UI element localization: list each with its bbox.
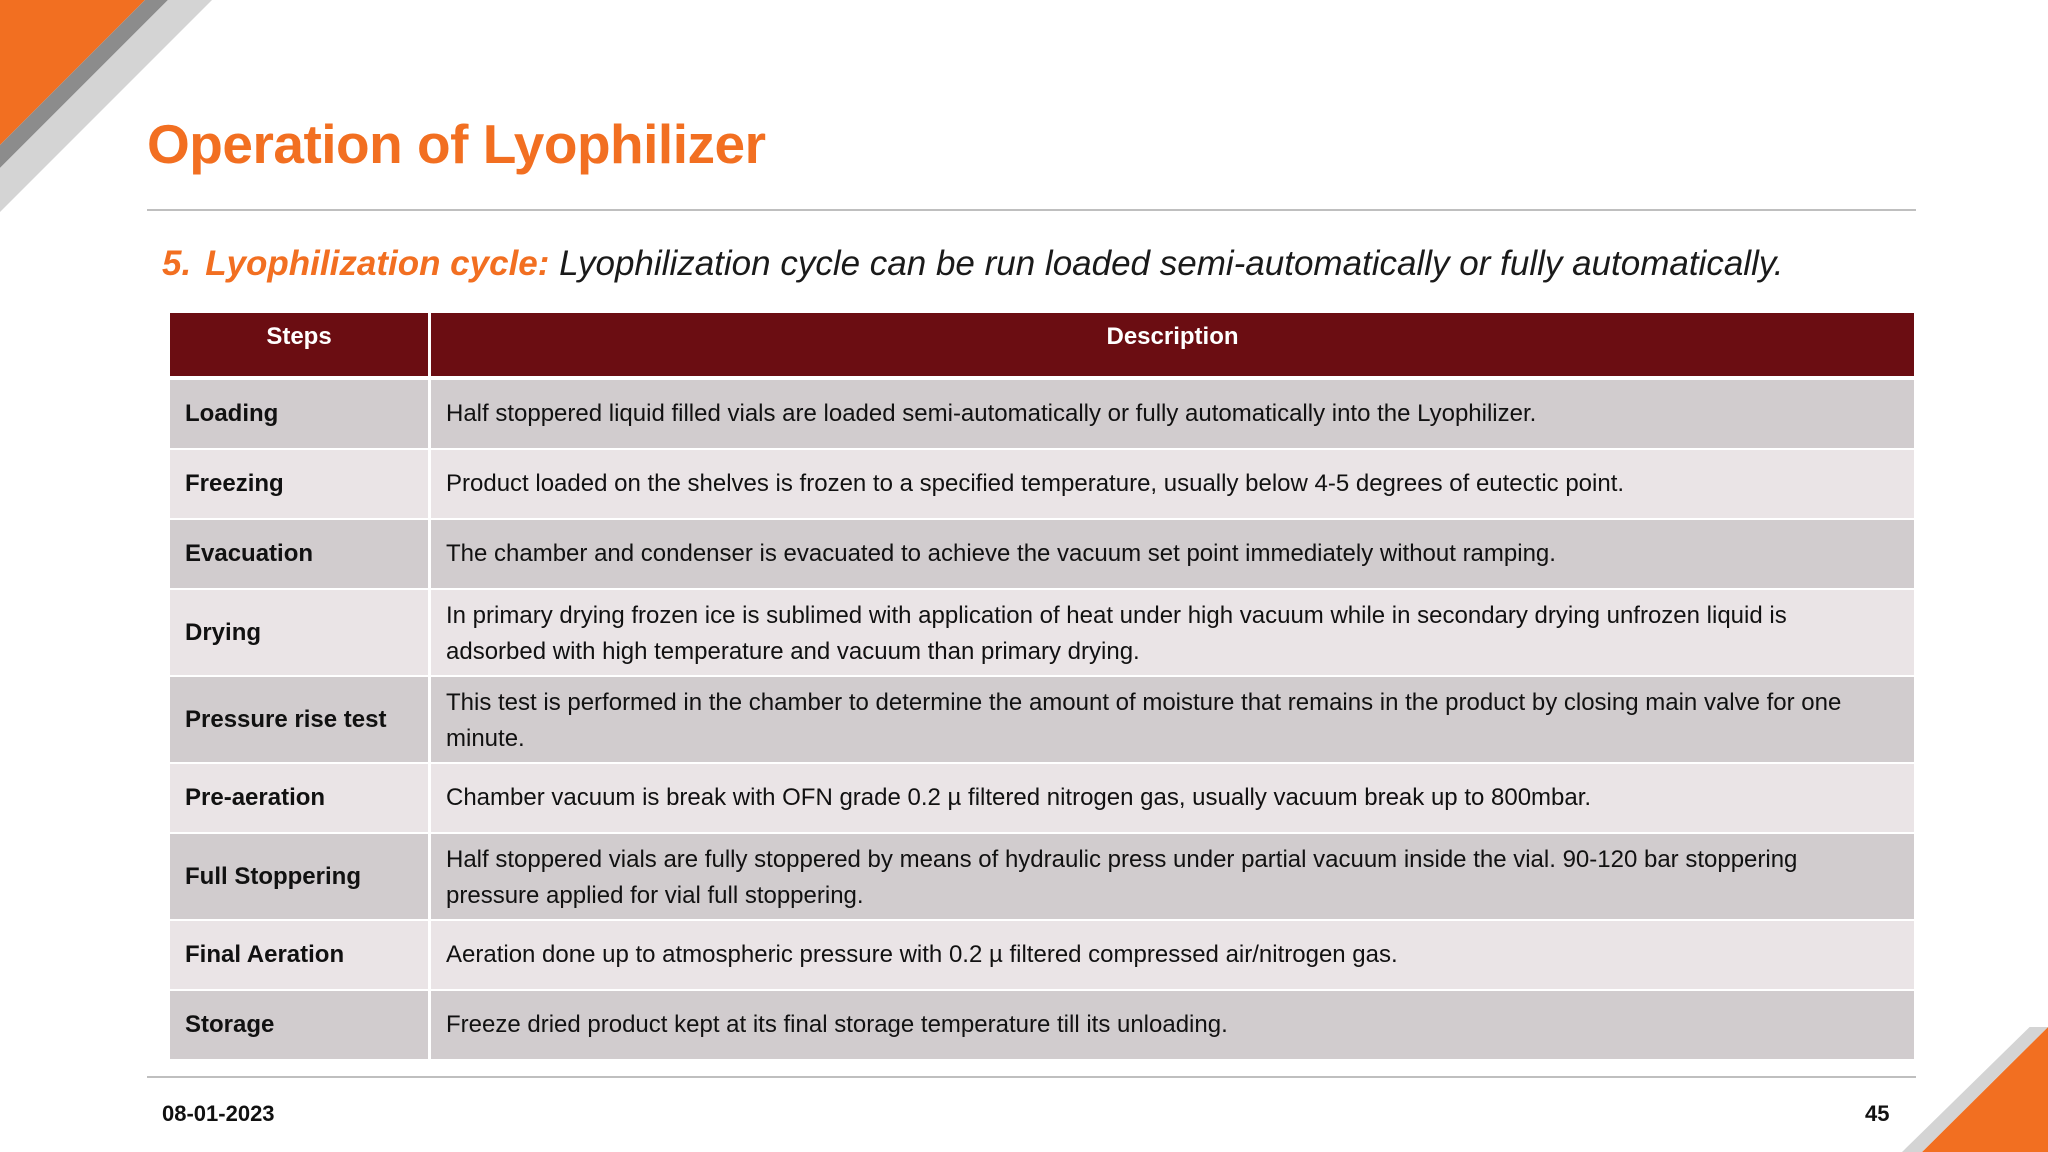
step-cell: Freezing	[170, 450, 428, 520]
description-cell: Aeration done up to atmospheric pressure with 0.2 µ filtered compressed air/nitrogen gas.	[428, 921, 1914, 991]
step-cell: Storage	[170, 991, 428, 1061]
description-cell: The chamber and condenser is evacuated to achieve the vacuum set point immediately without ramping.	[428, 520, 1914, 590]
step-cell: Loading	[170, 380, 428, 450]
section-subtitle	[162, 244, 1783, 284]
title-divider	[147, 209, 1916, 211]
corner-stripe-decoration-top-left	[0, 0, 215, 215]
step-cell: Pre-aeration	[170, 764, 428, 834]
step-cell: Full Stoppering	[170, 834, 428, 921]
subtitle-number: 5.	[162, 244, 192, 283]
footer-date: 08-01-2023	[162, 1101, 275, 1126]
header-steps: Steps	[170, 313, 428, 380]
description-cell: Chamber vacuum is break with OFN grade 0.2 µ filtered nitrogen gas, usually vacuum break up to 800mbar.	[428, 764, 1914, 834]
table-row	[170, 590, 1914, 677]
step-cell: Drying	[170, 590, 428, 677]
description-cell: Product loaded on the shelves is frozen to a specified temperature, usually below 4-5 degrees of eutectic point.	[428, 450, 1914, 520]
description-cell: In primary drying frozen ice is sublimed with application of heat under high vacuum while in secondary drying unfrozen liquid is adsorbed with high temperature and vacuum than primary drying.	[428, 590, 1914, 677]
step-cell: Pressure rise test	[170, 677, 428, 764]
subtitle-lead: Lyophilization cycle:	[205, 244, 550, 283]
step-cell: Evacuation	[170, 520, 428, 590]
slide-title: Operation of Lyophilizer	[147, 113, 766, 175]
description-cell: Half stoppered liquid filled vials are loaded semi-automatically or fully automatically into the Lyophilizer.	[428, 380, 1914, 450]
table-row	[170, 380, 1914, 450]
table-row	[170, 921, 1914, 991]
corner-stripe-decoration-bottom-right	[1898, 1027, 2048, 1152]
table-row	[170, 520, 1914, 590]
subtitle-text: Lyophilization cycle can be run loaded semi-automatically or fully automatically.	[549, 244, 1784, 283]
table-row	[170, 450, 1914, 520]
table-row	[170, 834, 1914, 921]
table-row	[170, 677, 1914, 764]
table-row	[170, 991, 1914, 1061]
footer-divider	[147, 1076, 1916, 1078]
table-header-row	[170, 313, 1914, 380]
step-cell: Final Aeration	[170, 921, 428, 991]
lyophilization-steps-table	[170, 313, 1914, 1061]
header-description: Description	[428, 313, 1914, 380]
page-number: 45	[1865, 1101, 1890, 1126]
table-row	[170, 764, 1914, 834]
description-cell: Half stoppered vials are fully stoppered by means of hydraulic press under partial vacuum inside the vial. 90-120 bar stoppering pressure applied for vial full stoppering.	[428, 834, 1914, 921]
description-cell: This test is performed in the chamber to determine the amount of moisture that remains in the product by closing main valve for one minute.	[428, 677, 1914, 764]
description-cell: Freeze dried product kept at its final storage temperature till its unloading.	[428, 991, 1914, 1061]
